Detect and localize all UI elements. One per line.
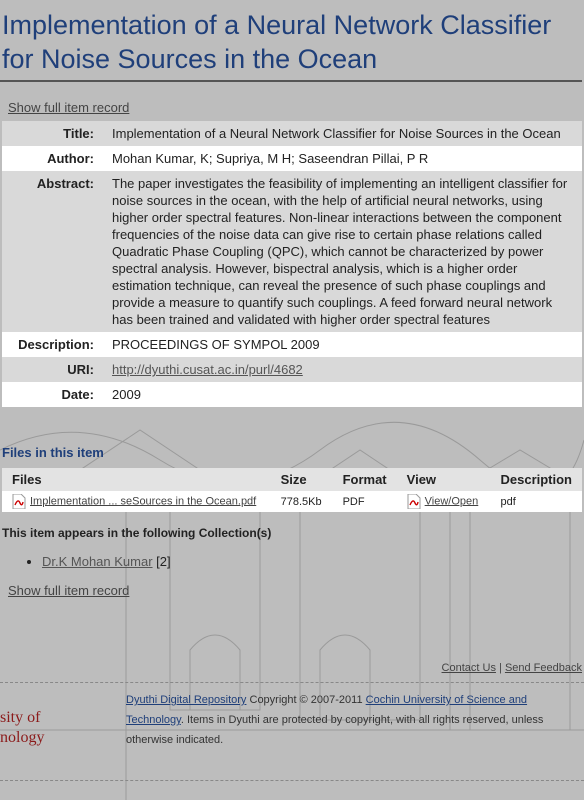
files-heading: Files in this item — [2, 445, 104, 460]
description-col-header: Description — [490, 468, 582, 491]
collections-heading: This item appears in the following Collection(s) — [2, 526, 272, 540]
file-size: 778.5Kb — [271, 491, 333, 512]
footer-bottom-divider — [0, 780, 584, 781]
title-value: Implementation of a Neural Network Classifier for Noise Sources in the Ocean — [106, 121, 582, 146]
description-value: PROCEEDINGS OF SYMPOL 2009 — [106, 332, 582, 357]
pdf-icon — [407, 494, 421, 509]
size-col-header: Size — [271, 468, 333, 491]
metadata-row-uri — [2, 357, 582, 382]
pdf-icon — [12, 494, 26, 509]
uri-link[interactable]: http://dyuthi.cusat.ac.in/purl/4682 — [112, 362, 303, 377]
footer-separator: | — [499, 662, 502, 674]
uri-label: URI: — [2, 357, 106, 382]
collection-count: [2] — [156, 554, 171, 569]
university-logo — [0, 708, 44, 748]
metadata-table — [2, 121, 582, 407]
file-format: PDF — [333, 491, 397, 512]
author-label: Author: — [2, 146, 106, 171]
files-col-header: Files — [2, 468, 271, 491]
list-item — [42, 554, 584, 569]
show-full-record-link[interactable]: Show full item record — [8, 100, 130, 115]
repository-link[interactable]: Dyuthi Digital Repository — [126, 694, 247, 706]
rights-text: . Items in Dyuthi are protected by copyright, with all rights reserved, unless otherwise indicated. — [126, 714, 544, 746]
files-table — [2, 468, 582, 512]
metadata-row-abstract — [2, 171, 582, 332]
copyright-text: Copyright © 2007-2011 — [246, 694, 366, 706]
file-row — [2, 491, 582, 512]
page-title: Implementation of a Neural Network Classifier for Noise Sources in the Ocean — [0, 0, 582, 82]
format-col-header: Format — [333, 468, 397, 491]
logo-line-2: nology — [0, 729, 45, 746]
author-value: Mohan Kumar, K; Supriya, M H; Saseendran Pillai, P R — [106, 146, 582, 171]
send-feedback-link[interactable]: Send Feedback — [504, 662, 582, 674]
logo-line-1: sity of — [0, 709, 41, 726]
description-label: Description: — [2, 332, 106, 357]
footer-copyright — [126, 690, 556, 750]
metadata-row-description — [2, 332, 582, 357]
title-label: Title: — [2, 121, 106, 146]
footer-links — [442, 662, 582, 674]
metadata-row-title — [2, 121, 582, 146]
view-open-link[interactable]: View/Open — [424, 495, 479, 508]
metadata-row-date — [2, 382, 582, 407]
abstract-value: The paper investigates the feasibility of implementing an intelligent classifier for noise sources in the ocean, with the help of artificial neural networks, using higher order spectral features. Non-linear interactions between the component frequencies of the noise data can give rise to certain phase relations called Quadratic Phase Coupling (QPC), which cannot be characterized by power spectral analysis. However, bispectral analysis, which is a higher order estimation technique, can reveal the presence of such phase couplings and provide a measure to quantify such couplings. A feed forward neural network has been trained and validated with higher order spectral features — [106, 171, 582, 332]
abstract-label: Abstract: — [2, 171, 106, 332]
collections-list — [0, 554, 584, 569]
metadata-row-author — [2, 146, 582, 171]
show-full-record-link-bottom[interactable]: Show full item record — [8, 583, 130, 598]
collection-link[interactable]: Dr.K Mohan Kumar — [42, 554, 153, 569]
files-header-row — [2, 468, 582, 491]
university-link[interactable]: Cochin University of Science and Technology — [126, 694, 528, 726]
view-col-header: View — [397, 468, 491, 491]
file-description: pdf — [490, 491, 582, 512]
contact-us-link[interactable]: Contact Us — [441, 662, 496, 674]
date-label: Date: — [2, 382, 106, 407]
footer-divider — [0, 682, 584, 683]
file-name-link[interactable]: Implementation ... seSources in the Ocean.pdf — [30, 495, 257, 508]
date-value: 2009 — [106, 382, 582, 407]
